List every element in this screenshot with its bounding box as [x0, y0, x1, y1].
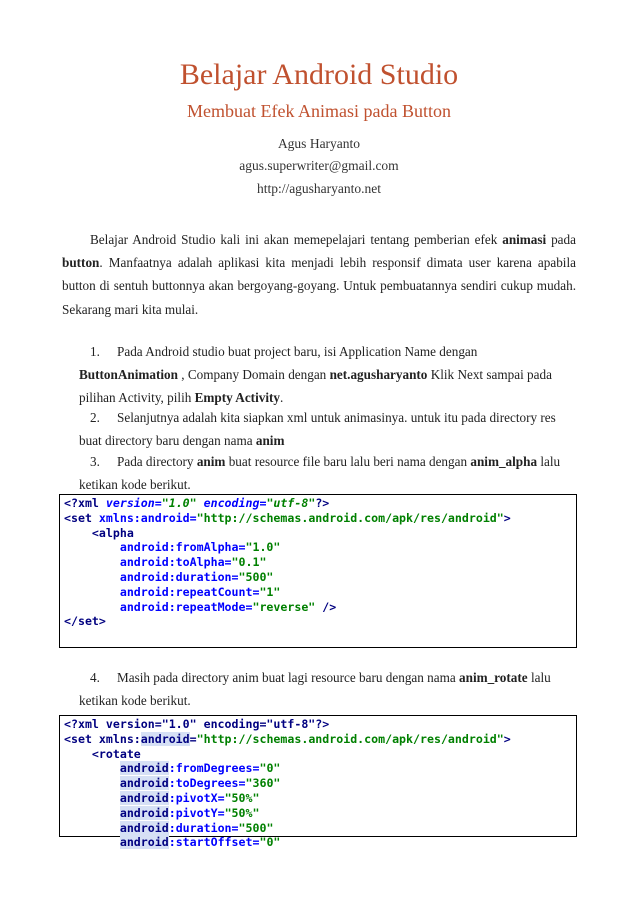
code-highlight: android [140, 731, 190, 746]
step-number: 1. [90, 344, 100, 359]
code-value: "50%" [224, 790, 260, 805]
code-value: "reverse" [252, 599, 316, 614]
document-title: Belajar Android Studio [179, 58, 459, 91]
code-tag: <set [64, 510, 99, 525]
code-value: "1.0" [245, 540, 281, 555]
code-attr: android:repeatMode= [119, 599, 253, 614]
author-email: agus.superwriter@gmail.com [239, 158, 399, 173]
step-text: , Company Domain dengan [177, 367, 330, 382]
code-highlight: android [119, 835, 169, 850]
code-tag: > [503, 510, 511, 525]
intro-bold-animasi: animasi [502, 232, 547, 247]
code-attr: :pivotX= [168, 790, 225, 805]
step-4 [79, 666, 569, 712]
author-name: Agus Haryanto [277, 136, 361, 151]
code-value: "http://schemas.android.com/apk/res/android" [196, 510, 504, 525]
xml-declaration: <?xml [64, 496, 106, 510]
step-2 [79, 406, 569, 452]
code-block-anim-alpha [59, 494, 577, 648]
code-attr: android:duration= [119, 569, 239, 584]
step-bold: anim_rotate [459, 670, 528, 685]
code-value: "500" [238, 820, 274, 835]
step-3 [79, 450, 569, 496]
code-tag: /> [315, 599, 337, 614]
code-block-anim-rotate [59, 715, 577, 850]
code-highlight: android [119, 820, 169, 835]
code-value: "utf-8" [266, 496, 316, 510]
step-text: Masih pada directory anim buat lagi resource baru dengan nama [117, 670, 460, 685]
code-attr: android:fromAlpha= [119, 540, 246, 555]
author-website: http://agusharyanto.net [256, 181, 382, 196]
step-bold: anim [196, 454, 226, 469]
step-text: . [280, 390, 284, 405]
step-text: Pada directory [117, 454, 197, 469]
intro-bold-button: button [62, 255, 100, 271]
step-text: buat resource file baru lalu beri nama dengan [225, 454, 471, 469]
code-attr: android:toAlpha= [119, 555, 232, 570]
code-attr: :fromDegrees= [168, 761, 260, 776]
code-tag: </set> [64, 614, 106, 629]
step-text: Klik Next sampai pada pilihan Activity, pilih [79, 367, 552, 405]
step-text: Selanjutnya adalah kita siapkan xml untuk animasinya. untuk itu pada directory res buat directory baru dengan nama [79, 410, 556, 448]
code-attr: :duration= [168, 820, 239, 835]
code-tag: > [503, 731, 511, 746]
code-value: "500" [238, 569, 274, 584]
xml-declaration: <?xml version="1.0" encoding="utf-8"?> [64, 717, 330, 731]
code-tag: <alpha [91, 525, 134, 540]
step-bold: anim [255, 433, 285, 448]
code-value: "0" [259, 835, 281, 850]
step-1 [79, 340, 569, 409]
intro-text-2: pada [546, 232, 576, 247]
xml-declaration: ?> [315, 496, 330, 510]
code-value: "http://schemas.android.com/apk/res/android" [196, 731, 504, 746]
document-subtitle: Membuat Efek Animasi pada Button [187, 101, 451, 121]
code-value: "0" [259, 761, 281, 776]
step-text: lalu ketikan kode berikut. [79, 454, 561, 492]
code-highlight: android [119, 805, 169, 820]
step-number: 4. [90, 670, 100, 685]
code-attr: :pivotY= [168, 805, 225, 820]
code-highlight: android [119, 776, 169, 791]
step-bold: anim_alpha [470, 454, 538, 469]
code-value: "1.0" [161, 496, 197, 510]
intro-text-1: Belajar Android Studio kali ini akan memepelajari tentang pemberian efek [90, 232, 503, 247]
intro-text-3: . Manfaatnya adalah aplikasi kita menjadi lebih responsif dimata user karena apabila button di sentuh buttonnya akan bergoyang-goyang. Untuk pembuatannya sendiri cukup mudah. Sekarang mari kita mulai. [62, 255, 576, 317]
code-attr: android:repeatCount= [119, 584, 260, 599]
step-bold: Empty Activity [194, 390, 280, 405]
code-highlight: android [119, 761, 169, 776]
step-number: 2. [90, 410, 100, 425]
step-text: Pada Android studio buat project baru, isi Application Name dengan [117, 344, 478, 359]
code-highlight: android [119, 790, 169, 805]
step-bold: ButtonAnimation [79, 367, 178, 382]
code-tag: <set xmlns: [64, 731, 141, 746]
step-text: lalu ketikan kode berikut. [79, 670, 551, 708]
code-attr: :toDegrees= [168, 776, 246, 791]
code-value: "50%" [224, 805, 260, 820]
code-attr: encoding= [196, 496, 267, 510]
code-tag: <rotate [91, 746, 141, 761]
code-value: "1" [259, 584, 281, 599]
step-bold: net.agusharyanto [329, 367, 428, 382]
code-attr: xmlns:android= [98, 510, 197, 525]
step-number: 3. [90, 454, 100, 469]
code-tag: = [189, 731, 197, 746]
intro-paragraph [62, 228, 576, 321]
code-value: "360" [245, 776, 281, 791]
code-attr: :startOffset= [168, 835, 260, 850]
code-value: "0.1" [231, 555, 267, 570]
code-attr: version= [105, 496, 162, 510]
